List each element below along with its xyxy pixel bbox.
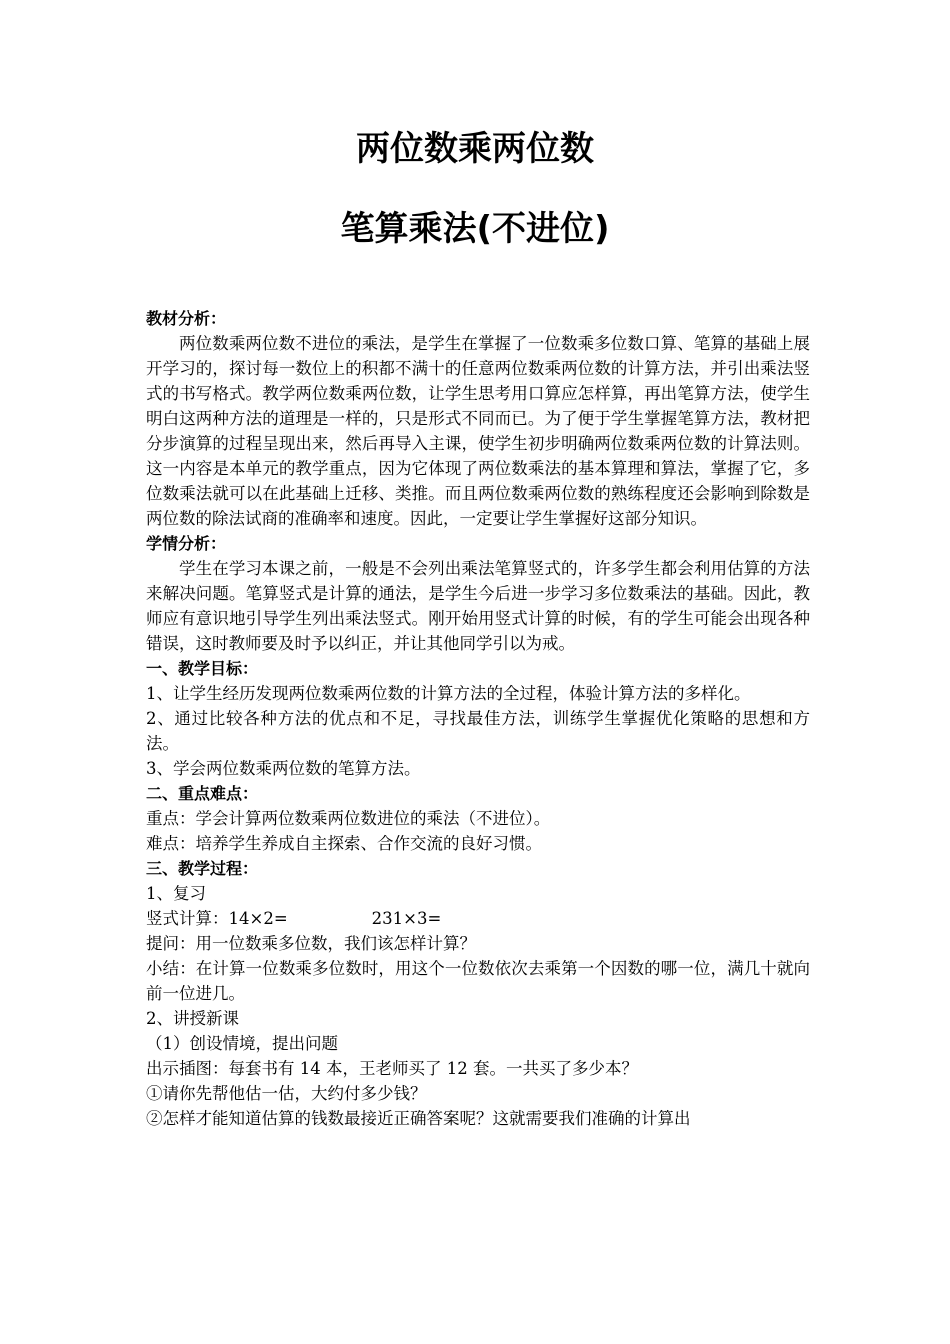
students-body: 学生在学习本课之前，一般是不会列出乘法笔算竖式的，许多学生都会利用估算的方法来解决问题。笔算竖式是计算的通法，是学生今后进一步学习多位数乘法的基础。因此，教师应有意识地引导学生列出乘法竖式。刚开始用竖式计算的时候，有的学生可能会出现各种错误，这时教师要及时予以纠正，并让其他同学引以为戒。 xyxy=(146,559,810,653)
calc-second: 231×3= xyxy=(371,909,442,928)
students-heading: 学情分析： xyxy=(146,534,227,553)
main-title: 两位数乘两位数 xyxy=(356,129,594,169)
goal-item-1: 1、让学生经历发现两位数乘两位数的计算方法的全过程，体验计算方法的多样化。 xyxy=(146,684,751,703)
keypoints-heading: 二、重点难点： xyxy=(146,784,259,803)
new-lesson-title: 2、讲授新课 xyxy=(146,1009,239,1028)
show-picture: 出示插图：每套书有 14 本，王老师买了 12 套。一共买了多少本？ xyxy=(146,1059,638,1078)
goals-heading: 一、教学目标： xyxy=(146,659,259,678)
step-1: （1）创设情境，提出问题 xyxy=(146,1034,338,1053)
question-2: ②怎样才能知道估算的钱数最接近正确答案呢？这就需要我们准确的计算出 xyxy=(146,1109,691,1128)
material-heading: 教材分析： xyxy=(146,309,227,328)
review-title: 1、复习 xyxy=(146,884,206,903)
difficult-point: 难点：培养学生养成自主探索、合作交流的良好习惯。 xyxy=(146,834,542,853)
sub-title: 笔算乘法(不进位) xyxy=(340,209,610,249)
material-body: 两位数乘两位数不进位的乘法，是学生在掌握了一位数乘多位数口算、笔算的基础上展开学习的，探讨每一数位上的积都不满十的任意两位数乘两位数的计算方法，并引出乘法竖式的书写格式。教学两位数乘两位数，让学生思考用口算应怎样算，再出笔算方法，使学生明白这两种方法的道理是一样的，只是形式不同而已。为了便于学生掌握笔算方法，教材把分步演算的过程呈现出来，然后再导入主课，使学生初步明确两位数乘两位数的计算法则。这一内容是本单元的教学重点，因为它体现了两位数乘法的基本算理和算法，掌握了它，多位数乘法就可以在此基础上迁移、类推。而且两位数乘两位数的熟练程度还会影响到除数是两位数的除法试商的准确率和速度。因此，一定要让学生掌握好这部分知识。 xyxy=(146,334,810,528)
goal-item-3: 3、学会两位数乘两位数的笔算方法。 xyxy=(146,759,421,778)
calc-label: 竖式计算：14×2= xyxy=(146,909,288,928)
process-heading: 三、教学过程： xyxy=(146,859,259,878)
review-question: 提问：用一位数乘多位数，我们该怎样计算？ xyxy=(146,934,476,953)
key-point: 重点：学会计算两位数乘两位数进位的乘法（不进位）。 xyxy=(146,809,551,828)
goal-item-2: 2、通过比较各种方法的优点和不足，寻找最佳方法，训练学生掌握优化策略的思想和方法。 xyxy=(146,709,810,753)
review-summary: 小结：在计算一位数乘多位数时，用这个一位数依次去乘第一个因数的哪一位，满几十就向前一位进几。 xyxy=(146,959,810,1003)
question-1: ①请你先帮他估一估，大约付多少钱？ xyxy=(146,1084,427,1103)
calc-line xyxy=(146,906,810,931)
document-body xyxy=(146,306,810,1131)
